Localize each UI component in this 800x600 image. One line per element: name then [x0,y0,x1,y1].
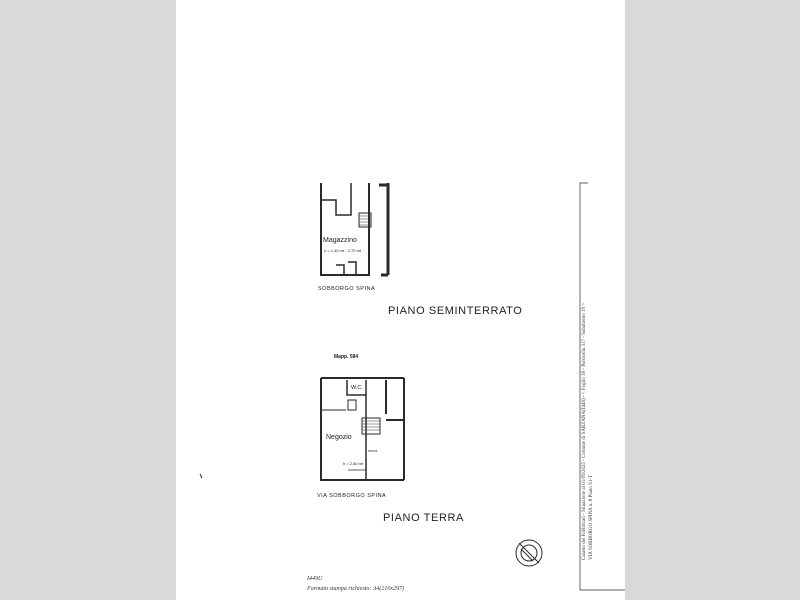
basement-plan [321,183,388,275]
basement-floor-title: PIANO SEMINTERRATO [388,305,523,317]
document-sheet [176,0,625,600]
stair-label: mont. [368,448,379,453]
footer-code: I449U [307,576,323,582]
map-reference: Mapp. 584 [334,354,359,360]
wc-label: W.C. [351,385,363,391]
tick-mark [200,474,202,478]
ground-room-label: Negozio [326,434,352,441]
floor-plan-drawing [176,0,625,600]
north-arrow-icon [516,540,542,566]
basement-height-label: h = 1,40 mt - 2,70 mt [324,248,362,253]
ground-height-label: h = 2,80 mt [343,461,364,466]
side-text-line2: VIA SOBBORGO SPINA n. 8 Piano S1-T [589,474,594,560]
footer-format: Formato stampa richiesto: A4(210x297) [307,586,405,592]
ground-street-label: VIA SOBBORGO SPINA [317,493,387,499]
basement-room-label: Magazzino [323,237,357,244]
side-text-line1: Catasto dei Fabbricati - Situazione al 01/09/2025 - Comune di SARZANA(I449) - < Foglio 39 - Particella 317 - Subalterno 19 > [582,302,587,560]
ground-floor-title: PIANO TERRA [383,512,464,524]
basement-street-label: SOBBORGO SPINA [318,286,376,292]
cadastral-side-text [581,303,595,560]
